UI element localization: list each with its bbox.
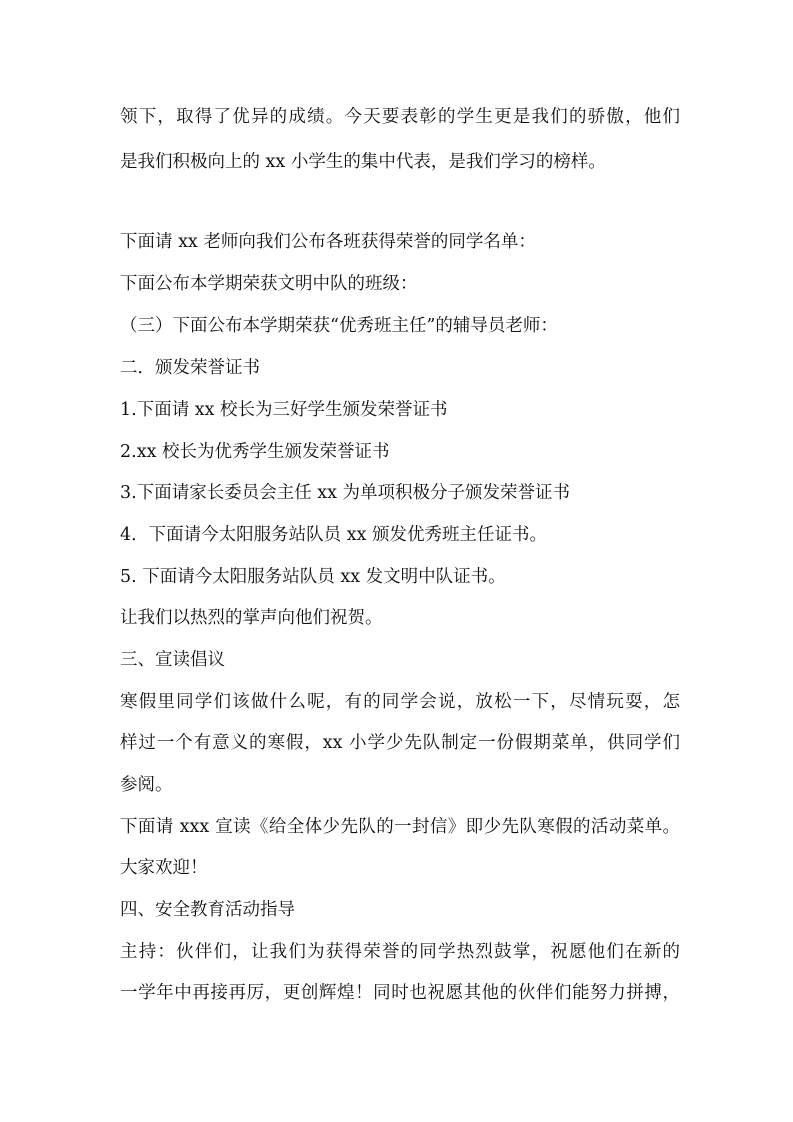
section-heading-2: 二．颁发荣誉证书 [120, 358, 260, 378]
paragraph-line-12: 主持：伙伴们，让我们为获得荣誉的同学热烈鼓掌，祝愿他们在新的 [120, 942, 680, 962]
paragraph-line-1: 领下，取得了优异的成绩。今天要表彰的学生更是我们的骄傲，他们 [120, 107, 680, 127]
paragraph-line-4: 下面公布本学期荣获文明中队的班级： [120, 274, 418, 294]
list-item-5: 5. 下面请今太阳服务站队员 xx 发文明中队证书。 [120, 567, 506, 587]
section-heading-4: 四、安全教育活动指导 [120, 900, 295, 920]
paragraph-line-8: 样过一个有意义的寒假，xx 小学少先队制定一份假期菜单，供同学们 [120, 733, 680, 753]
paragraph-line-9: 参阅。 [120, 775, 173, 795]
paragraph-line-10: 下面请 xxx 宣读《给全体少先队的一封信》即少先队寒假的活动菜单。 [120, 817, 680, 837]
paragraph-line-13: 一学年中再接再厉，更创辉煌！同时也祝愿其他的伙伴们能努力拼搏， [120, 983, 680, 1003]
paragraph-line-6: 让我们以热烈的掌声向他们祝贺。 [120, 608, 383, 628]
list-item-2: 2.xx 校长为优秀学生颁发荣誉证书 [120, 442, 390, 462]
paragraph-line-5: （三）下面公布本学期荣获“优秀班主任”的辅导员老师： [120, 316, 558, 336]
paragraph-line-11: 大家欢迎！ [120, 858, 208, 878]
section-heading-3: 三、宣读倡议 [120, 650, 225, 670]
list-item-1: 1.下面请 xx 校长为三好学生颁发荣誉证书 [120, 400, 448, 420]
paragraph-line-7: 寒假里同学们该做什么呢，有的同学会说，放松一下，尽情玩耍，怎 [120, 692, 680, 712]
paragraph-line-2: 是我们积极向上的 xx 小学生的集中代表，是我们学习的榜样。 [120, 152, 606, 172]
list-item-4: 4．下面请今太阳服务站队员 xx 颁发优秀班主任证书。 [120, 525, 547, 545]
paragraph-line-3: 下面请 xx 老师向我们公布各班获得荣誉的同学名单： [120, 232, 536, 252]
list-item-3: 3.下面请家长委员会主任 xx 为单项积极分子颁发荣誉证书 [120, 483, 571, 503]
